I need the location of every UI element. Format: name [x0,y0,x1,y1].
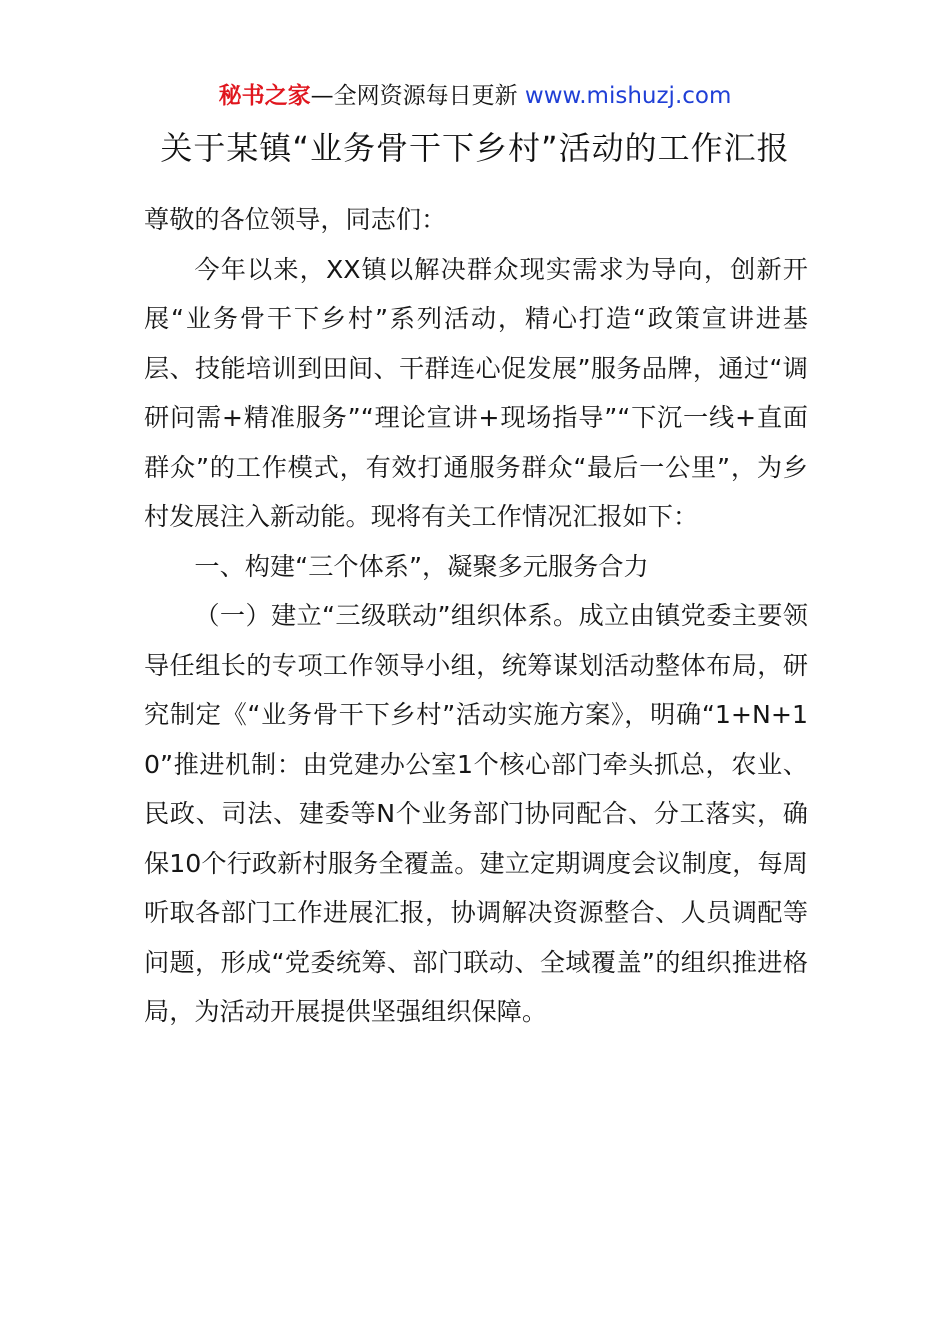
section-heading: 一、构建“三个体系”，凝聚多元服务合力 [194,551,649,581]
site-banner [0,78,950,114]
brand-name: 秘书之家 [218,83,311,109]
banner-url[interactable]: www.mishuzj.com [524,83,732,109]
paragraph-subsection-1: （一）建立“三级联动”组织体系。成立由镇党委主要领导任组长的专项工作领导小组，统筹谋划活动整体布局，研究制定《“业务骨干下乡村”活动实施方案》，明确“1+N+10”推进机制：由党建办公室1个核心部门牵头抓总，农业、民政、司法、建委等N个业务部门协同配合、分工落实，确保10个行政新村服务全覆盖。建立定期调度会议制度，每周听取各部门工作进展汇报，协调解决资源整合、人员调配等问题，形成“党委统筹、部门联动、全域覆盖”的组织推进格局，为活动开展提供坚强组织保障。 [144,601,808,1026]
document-title: 关于某镇“业务骨干下乡村”活动的工作汇报 [160,129,790,167]
salutation: 尊敬的各位领导，同志们： [144,205,447,234]
banner-tagline: —全网资源每日更新 [310,83,518,109]
paragraph-intro: 今年以来，XX镇以解决群众现实需求为导向，创新开展“业务骨干下乡村”系列活动，精心打造“政策宣讲进基层、技能培训到田间、干群连心促发展”服务品牌，通过“调研问需+精准服务”“理论宣讲+现场指导”“下沉一线+直面群众”的工作模式，有效打通服务群众“最后一公里”，为乡村发展注入新动能。现将有关工作情况汇报如下： [144,254,808,531]
document-body [144,195,808,1037]
